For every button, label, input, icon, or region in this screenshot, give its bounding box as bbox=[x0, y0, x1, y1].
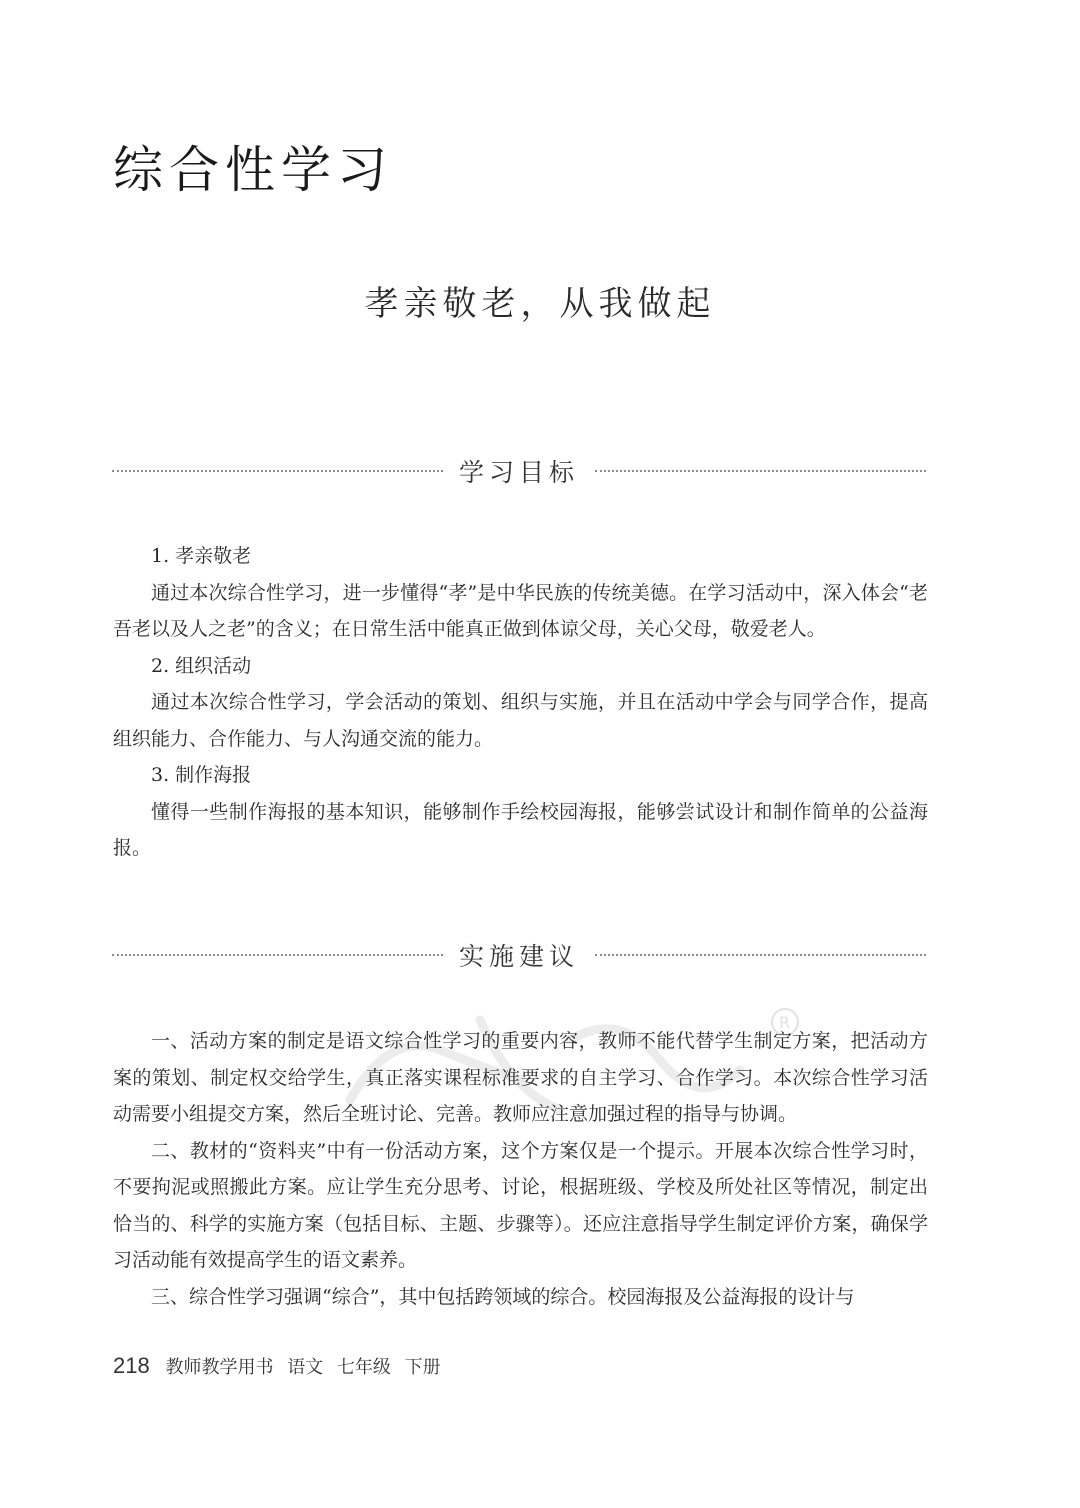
goal-item-label: 3. 制作海报 bbox=[151, 764, 252, 786]
dotted-rule-right bbox=[595, 954, 926, 956]
section-heading-implementation bbox=[112, 935, 926, 975]
dotted-rule-left bbox=[112, 470, 443, 472]
svg-text:R: R bbox=[779, 1013, 791, 1032]
footer-grade: 七年级 bbox=[336, 1357, 391, 1378]
goal-item-text: 通过本次综合性学习，进一步懂得“孝”是中华民族的传统美德。在学习活动中，深入体会“老吾老以及人之老”的含义；在日常生活中能真正做到体谅父母，关心父母，敬爱老人。 bbox=[113, 581, 928, 640]
page-footer bbox=[113, 1353, 449, 1379]
footer-volume: 下册 bbox=[404, 1357, 441, 1378]
section-heading-label: 学习目标 bbox=[459, 458, 580, 487]
dotted-rule-left bbox=[112, 954, 443, 956]
goal-item-text: 懂得一些制作海报的基本知识，能够制作手绘校园海报，能够尝试设计和制作简单的公益海报。 bbox=[113, 800, 928, 859]
paragraph: 一、活动方案的制定是语文综合性学习的重要内容，教师不能代替学生制定方案，把活动方案的策划、制定权交给学生，真正落实课程标准要求的自主学习、合作学习。本次综合性学习活动需要小组提交方案，然后全班讨论、完善。教师应注意加强过程的指导与协调。 bbox=[113, 1030, 928, 1125]
goal-item-label: 2. 组织活动 bbox=[151, 654, 252, 677]
goal-item-label: 1. 孝亲敬老 bbox=[151, 545, 252, 567]
topic-title: 孝亲敬老，从我做起 bbox=[364, 284, 716, 324]
paragraph: 三、综合性学习强调“综合”，其中包括跨领域的综合。校园海报及公益海报的设计与 bbox=[151, 1285, 855, 1308]
goal-item-text: 通过本次综合性学习，学会活动的策划、组织与实施，并且在活动中学会与同学合作，提高组织能力、合作能力、与人沟通交流的能力。 bbox=[113, 691, 928, 750]
implementation-body bbox=[113, 1023, 928, 1315]
goals-body bbox=[113, 538, 928, 867]
section-heading-label: 实施建议 bbox=[459, 942, 580, 971]
chapter-title: 综合性学习 bbox=[113, 141, 393, 199]
section-heading-goals bbox=[112, 451, 926, 491]
paragraph: 二、教材的“资料夹”中有一份活动方案，这个方案仅是一个提示。开展本次综合性学习时，不要拘泥或照搬此方案。应让学生充分思考、讨论，根据班级、学校及所处社区等情况，制定出恰当的、科学的实施方案（包括目标、主题、步骤等）。还应注意指导学生制定评价方案，确保学习活动能有效提高学生的语文素养。 bbox=[113, 1139, 928, 1271]
page-number: 218 bbox=[113, 1353, 150, 1378]
footer-subject: 语文 bbox=[287, 1357, 324, 1378]
footer-book: 教师教学用书 bbox=[165, 1357, 274, 1378]
dotted-rule-right bbox=[595, 470, 926, 472]
